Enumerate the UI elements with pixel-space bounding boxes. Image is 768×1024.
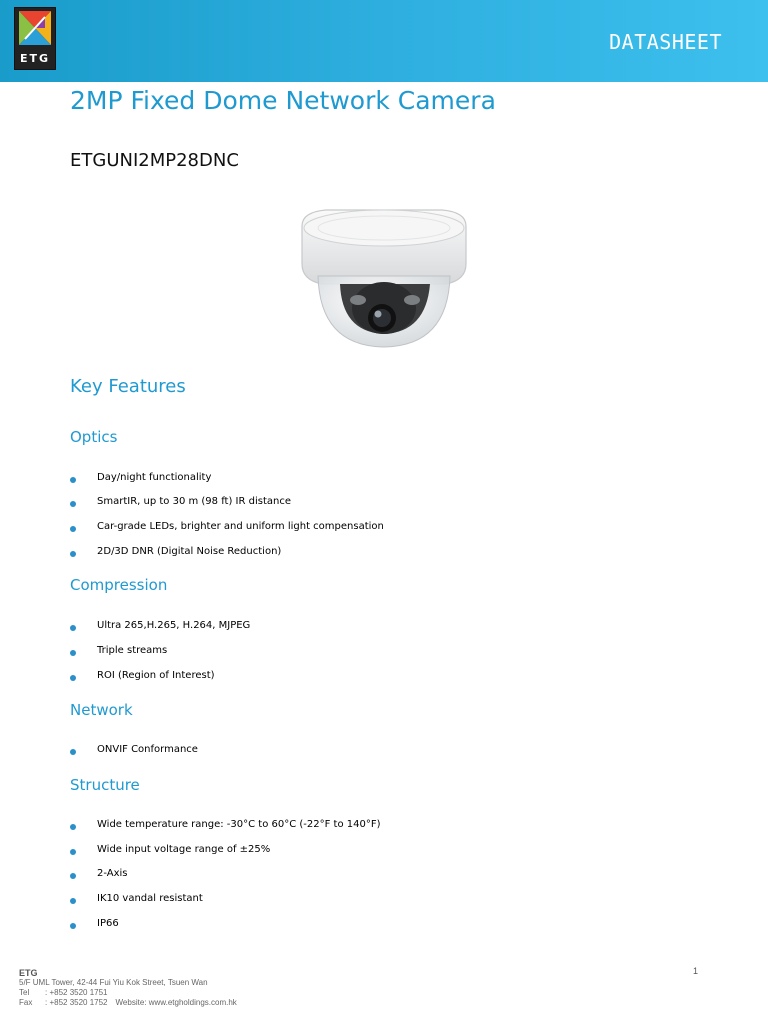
feature-text: Day/night functionality bbox=[97, 472, 212, 483]
bullet-icon bbox=[70, 526, 76, 532]
list-item bbox=[70, 892, 203, 906]
website-label: Website: bbox=[115, 998, 147, 1007]
footer-tel-row bbox=[19, 988, 237, 998]
document-title: 2MP Fixed Dome Network Camera bbox=[70, 86, 496, 115]
feature-text: Ultra 265,H.265, H.264, MJPEG bbox=[97, 620, 251, 631]
list-item bbox=[70, 917, 119, 931]
feature-text: IP66 bbox=[97, 918, 119, 929]
feature-text: Car-grade LEDs, brighter and uniform light compensation bbox=[97, 521, 384, 532]
bullet-icon bbox=[70, 551, 76, 557]
feature-text: Triple streams bbox=[97, 645, 168, 656]
footer-fax-row bbox=[19, 998, 237, 1008]
bullet-icon bbox=[70, 501, 76, 507]
bullet-icon bbox=[70, 625, 76, 631]
dome-camera-image bbox=[296, 204, 472, 355]
network-heading: Network bbox=[70, 701, 133, 719]
feature-text: IK10 vandal resistant bbox=[97, 893, 203, 904]
page-number: 1 bbox=[693, 966, 699, 976]
bullet-icon bbox=[70, 477, 76, 483]
footer-address: 5/F UML Tower, 42-44 Fui Yiu Kok Street, Tsuen Wan bbox=[19, 978, 208, 987]
feature-text: SmartIR, up to 30 m (98 ft) IR distance bbox=[97, 496, 292, 507]
feature-text: ONVIF Conformance bbox=[97, 744, 198, 755]
bullet-icon bbox=[70, 650, 76, 656]
fax-value: : +852 3520 1752 bbox=[45, 998, 108, 1007]
bullet-icon bbox=[70, 749, 76, 755]
tel-label: Tel bbox=[19, 988, 30, 997]
list-item bbox=[70, 471, 212, 485]
bullet-icon bbox=[70, 873, 76, 879]
list-item bbox=[70, 495, 292, 509]
logo-text: ETG bbox=[19, 52, 51, 65]
optics-heading: Optics bbox=[70, 428, 118, 446]
footer-company: ETG bbox=[19, 968, 38, 978]
list-item bbox=[70, 644, 168, 658]
feature-text: Wide input voltage range of ±25% bbox=[97, 844, 271, 855]
list-item bbox=[70, 818, 381, 832]
list-item bbox=[70, 619, 251, 633]
bullet-icon bbox=[70, 923, 76, 929]
key-features-heading: Key Features bbox=[70, 376, 186, 397]
list-item bbox=[70, 867, 128, 881]
etg-logo-icon bbox=[14, 7, 56, 70]
header-bar bbox=[0, 0, 768, 82]
structure-heading: Structure bbox=[70, 776, 140, 794]
bullet-icon bbox=[70, 824, 76, 830]
feature-text: ROI (Region of Interest) bbox=[97, 670, 215, 681]
bullet-icon bbox=[70, 849, 76, 855]
bullet-icon bbox=[70, 898, 76, 904]
feature-text: 2-Axis bbox=[97, 868, 128, 879]
compression-heading: Compression bbox=[70, 576, 168, 594]
list-item bbox=[70, 545, 282, 559]
model-number: ETGUNI2MP28DNC bbox=[70, 150, 239, 171]
feature-text: Wide temperature range: -30°C to 60°C (-22°F to 140°F) bbox=[97, 819, 381, 830]
fax-label: Fax bbox=[19, 998, 33, 1007]
logo-mark-icon bbox=[19, 11, 51, 45]
datasheet-label: DATASHEET bbox=[609, 30, 722, 54]
feature-text: 2D/3D DNR (Digital Noise Reduction) bbox=[97, 546, 282, 557]
bullet-icon bbox=[70, 675, 76, 681]
tel-value: : +852 3520 1751 bbox=[45, 988, 108, 997]
list-item bbox=[70, 669, 215, 683]
list-item bbox=[70, 520, 384, 534]
website-link[interactable]: www.etgholdings.com.hk bbox=[148, 998, 237, 1007]
footer bbox=[19, 968, 237, 1008]
list-item bbox=[70, 743, 198, 757]
list-item bbox=[70, 843, 271, 857]
